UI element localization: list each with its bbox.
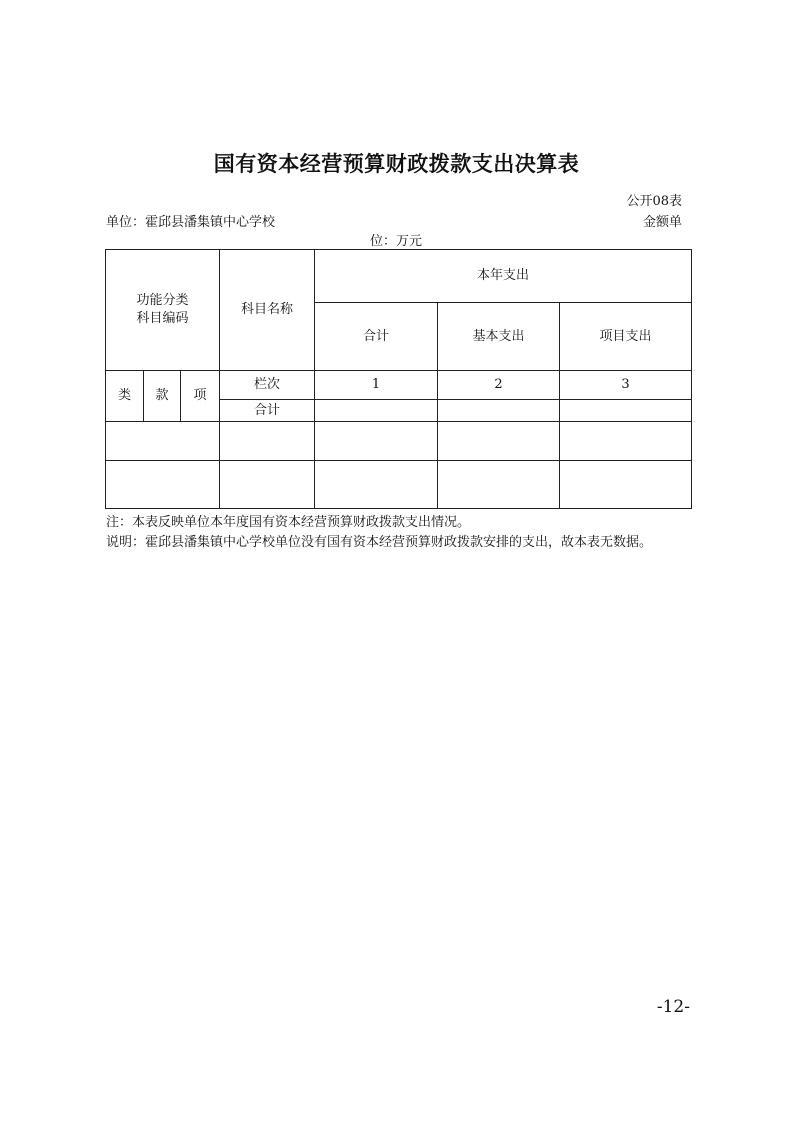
amount-unit-label-part2: 位：万元 bbox=[370, 234, 423, 249]
kuan-header: 款 bbox=[144, 371, 181, 422]
amount-unit-label-part1: 金额单 bbox=[642, 215, 682, 230]
column-no-label: 栏次 bbox=[220, 371, 315, 400]
subject-name-header: 科目名称 bbox=[220, 250, 315, 371]
project-header: 项目支出 bbox=[560, 303, 692, 371]
total-cell bbox=[315, 461, 438, 509]
col-number-1: 1 bbox=[315, 371, 438, 400]
col-number-2: 2 bbox=[438, 371, 560, 400]
sum-row-label: 合计 bbox=[220, 400, 315, 422]
code-cell bbox=[106, 461, 220, 509]
page-number: -12- bbox=[656, 997, 690, 1017]
sum-project-cell bbox=[560, 400, 692, 422]
basic-header: 基本支出 bbox=[438, 303, 560, 371]
func-class-label: 功能分类 bbox=[136, 293, 189, 308]
header-row-1 bbox=[106, 250, 692, 303]
xiang-header: 项 bbox=[181, 371, 220, 422]
total-cell bbox=[315, 422, 438, 461]
subject-code-label: 科目编码 bbox=[136, 311, 189, 326]
project-cell bbox=[560, 461, 692, 509]
note-text: 注：本表反映单位本年度国有资本经营预算财政拨款支出情况。 bbox=[106, 515, 471, 530]
expenditure-table bbox=[105, 249, 692, 509]
notes-section bbox=[106, 513, 696, 553]
sum-basic-cell bbox=[438, 400, 560, 422]
explain-text: 说明：霍邱县潘集镇中心学校单位没有国有资本经营预算财政拨款安排的支出，故本表无数据。 bbox=[106, 535, 653, 550]
basic-cell bbox=[438, 422, 560, 461]
code-cell bbox=[106, 422, 220, 461]
sum-total-cell bbox=[315, 400, 438, 422]
name-cell bbox=[220, 422, 315, 461]
table-row bbox=[106, 461, 692, 509]
page-title: 国有资本经营预算财政拨款支出决算表 bbox=[213, 152, 580, 176]
form-number: 公开08表 bbox=[626, 194, 682, 209]
name-cell bbox=[220, 461, 315, 509]
col-number-3: 3 bbox=[560, 371, 692, 400]
lei-header: 类 bbox=[106, 371, 144, 422]
this-year-header: 本年支出 bbox=[315, 250, 692, 303]
column-number-row bbox=[106, 371, 692, 400]
total-header: 合计 bbox=[315, 303, 438, 371]
func-class-header bbox=[106, 250, 220, 371]
project-cell bbox=[560, 422, 692, 461]
table-row bbox=[106, 422, 692, 461]
unit-label: 单位：霍邱县潘集镇中心学校 bbox=[106, 215, 276, 230]
basic-cell bbox=[438, 461, 560, 509]
